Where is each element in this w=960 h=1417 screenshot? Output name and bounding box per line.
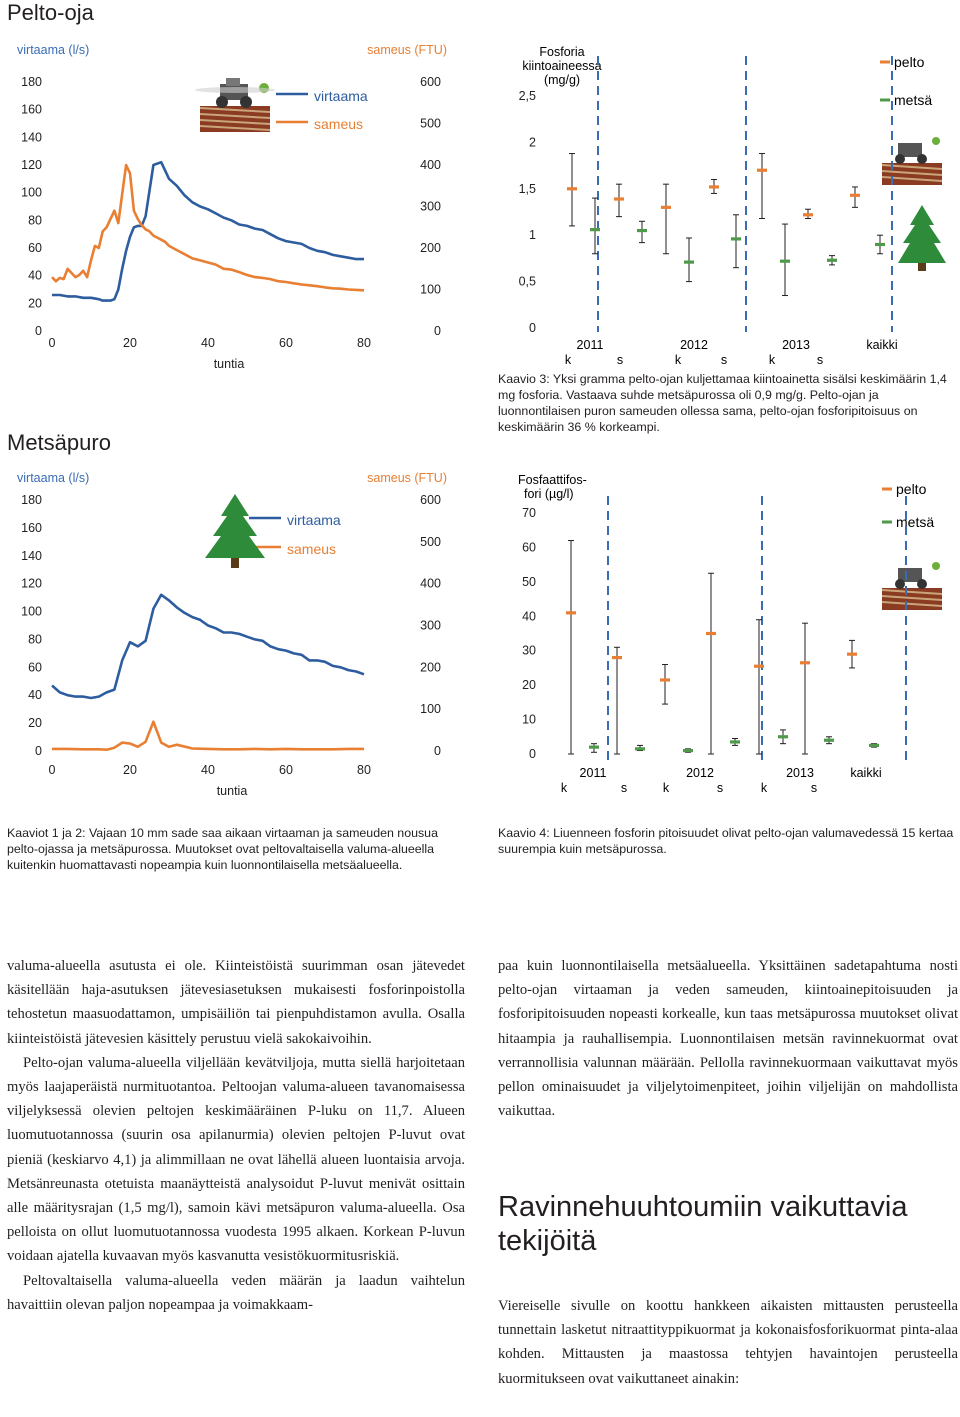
legend-metsa-label: metsä	[896, 514, 935, 530]
spruce-tree-icon	[898, 205, 946, 271]
article-right-column-lower	[498, 1294, 958, 1391]
sub-label: k	[760, 781, 768, 795]
y-right-tick-label: 300	[420, 618, 441, 633]
y-left-tick-label: 180	[21, 75, 42, 89]
article-left-column	[7, 954, 465, 1317]
chart-fosfaattifosfori	[490, 468, 960, 808]
sub-label: s	[816, 353, 824, 367]
sub-label: k	[662, 781, 670, 795]
x-tick-label: 80	[357, 763, 371, 777]
y-right-tick-label: 0	[434, 324, 441, 338]
chart-pelto-oja-flow-turbidity	[0, 40, 470, 380]
legend	[880, 54, 932, 108]
group-label: 2012	[680, 338, 708, 352]
paragraph: Pelto-ojan valuma-alueella viljellään kevätviljoja, mutta siellä harjoitetaan myös laajaperäistä nurmituotantoa. Peltoojan valuma-alueen tavanomaisessa viljelyksessä olevien peltojen keskimääräinen P-luku on 11,7. Alueen luomutuotannossa (suurin osa apilanurmia) olevien peltojen P-luvut ovat pieniä (keskiarvo 4,1) ja alimmillaan ne ovat lähellä alueen luontaisia arvoja. Metsänreunasta otetuista maanäytteistä analysoidut P-luvut menivät osittain alle määritysrajan (1,5 mg/l), samoin kävi metsäpuron valuma-alueella. Osa pelloista on ollut luomutuotannossa vuodesta 1995 alkaen. Korkean P-luvun voidaan ajatella kuvaavan myös kasvanutta vesistökuormitusriskiä.	[7, 1054, 465, 1265]
series-line-virtaama	[52, 595, 364, 698]
caption-kaavio-4: Kaavio 4: Liuenneen fosforin pitoisuudet olivat pelto-ojan valumavedessä 15 kertaa suurempia kuin metsäpurossa.	[498, 826, 954, 856]
x-axis-label: tuntia	[213, 357, 245, 371]
legend-pelto-label: pelto	[894, 54, 925, 70]
y-tick-label: 0,5	[518, 274, 536, 289]
y-right-tick-label: 600	[420, 493, 441, 507]
group-label: 2013	[782, 338, 810, 352]
y-left-axis-label: virtaama (l/s)	[17, 471, 90, 485]
y-right-tick-label: 500	[420, 116, 441, 131]
sub-label: s	[616, 353, 624, 367]
y-right-axis-label: sameus (FTU)	[367, 471, 447, 485]
y-tick-label: 1	[529, 228, 536, 243]
legend-sameus-label: sameus	[314, 116, 364, 132]
legend-virtaama-label: virtaama	[287, 512, 341, 528]
sub-label: k	[560, 781, 568, 795]
legend	[882, 481, 934, 530]
paragraph: Peltovaltaisella valuma-alueella veden määrän ja laadun vaihtelun havaittiin olevan paljon nopeampaa ja voimakkaam-	[7, 1272, 465, 1313]
x-tick-label: 80	[357, 336, 371, 350]
y-left-tick-label: 120	[21, 576, 42, 591]
legend-metsa-label: metsä	[894, 92, 933, 108]
paragraph: Viereiselle sivulle on koottu hankkeen aikaisten mittausten perusteella tunnettain lasketut nitraattityppikuormat ja kokonaisfosforikuormat pinta-alaa kohden. Mittausten ja maastossa tehtyjen havaintojen perusteella kuormitukseen ovat vaikuttaneet ainakin:	[498, 1298, 958, 1387]
y-right-tick-label: 300	[420, 199, 441, 214]
x-tick-label: 20	[123, 763, 137, 777]
chart-fosfori-kiintoaineessa	[490, 40, 960, 370]
y-tick-label: 0	[529, 747, 536, 761]
y-tick-label: 2	[529, 135, 536, 150]
sub-label: s	[716, 781, 724, 795]
legend-pelto-label: pelto	[896, 481, 927, 497]
section-heading-ravinnehuuhtoumiin: Ravinnehuuhtoumiin vaikuttavia tekijöitä	[498, 1191, 908, 1257]
x-tick-label: 20	[123, 336, 137, 350]
y-left-tick-label: 80	[28, 213, 42, 228]
y-left-tick-label: 140	[21, 548, 42, 563]
group-label: kaikki	[850, 766, 882, 780]
group-label: 2011	[576, 338, 604, 352]
y-tick-label: 2,5	[518, 89, 536, 103]
y-left-tick-label: 180	[21, 493, 42, 507]
group-label: 2012	[686, 766, 714, 780]
caption-kaavio-3: Kaavio 3: Yksi gramma pelto-ojan kuljettamaa kiintoainetta sisälsi keskimäärin 1,4 mg fosforia. Vastaava suhde metsäpurossa oli 0,9 mg/g. Pelto-ojan ja luonnontilaisen puron sameuden ollessa sama, pelto-ojan fosforipitoisuus on keskimäärin 36 % korkeampi.	[498, 372, 947, 434]
y-tick-label: 20	[522, 678, 536, 693]
group-label: kaikki	[866, 338, 898, 352]
y-left-tick-label: 0	[35, 744, 42, 758]
y-right-tick-label: 500	[420, 534, 441, 549]
y-tick-label: 70	[522, 506, 536, 520]
y-right-tick-label: 400	[420, 158, 441, 172]
spruce-tree-icon	[205, 494, 265, 568]
legend-virtaama-label: virtaama	[314, 88, 368, 104]
y-tick-label: 40	[522, 609, 536, 624]
x-tick-label: 0	[48, 336, 56, 350]
y-left-tick-label: 60	[28, 660, 42, 675]
y-left-tick-label: 60	[28, 241, 42, 255]
y-right-tick-label: 600	[420, 75, 441, 89]
y-left-tick-label: 100	[21, 185, 42, 200]
x-tick-label: 60	[279, 763, 293, 777]
caption-kaaviot-1-2: Kaaviot 1 ja 2: Vajaan 10 mm sade saa aikaan virtaaman ja sameuden nousua pelto-ojassa ja metsäpurossa. Muutokset ovat peltovaltaisella valuma-alueella kuitenkin huomattavasti nopeampia kuin luonnontilaisella metsäalueella.	[7, 826, 438, 872]
y-tick-label: 60	[522, 540, 536, 555]
y-right-tick-label: 100	[420, 282, 441, 297]
y-left-tick-label: 120	[21, 158, 42, 172]
tractor-icon	[882, 562, 942, 610]
sub-label: k	[564, 353, 572, 367]
x-tick-label: 40	[201, 336, 215, 350]
x-tick-label: 0	[48, 763, 56, 777]
y-tick-label: 10	[522, 712, 536, 727]
y-tick-label: 50	[522, 574, 536, 589]
paragraph: paa kuin luonnontilaisella metsäalueella. Yksittäinen sadetapahtuma nosti pelto-ojan virtaaman ja veden sameuden, kiintoainepitoisuuden ja fosforipitoisuuden nopeasti korkealle, kun taas metsäpurossa muutokset olivat hitaampia ja rauhallisempia. Luonnontilaisen metsän ravinnekuormat ovat verrannollisia valunnan määrään. Pellolla ravinnekuormaan vaikuttavat myös pellon ominaisuudet ja viljelytoimenpiteet, joihin viljelijän on mahdollista vaikuttaa.	[498, 958, 958, 1120]
y-left-tick-label: 100	[21, 604, 42, 619]
legend-sameus-label: sameus	[287, 541, 337, 557]
sub-label: s	[810, 781, 818, 795]
y-tick-label: 30	[522, 643, 536, 658]
tractor-icon	[195, 78, 275, 132]
y-left-axis-label: virtaama (l/s)	[17, 43, 90, 57]
y-left-tick-label: 160	[21, 520, 42, 535]
legend	[249, 512, 341, 557]
group-label: 2011	[579, 766, 607, 780]
y-tick-label: 0	[529, 321, 536, 335]
y-left-tick-label: 80	[28, 632, 42, 647]
chart-metsapuro-flow-turbidity	[0, 468, 470, 808]
y-axis-label-line1: Fosforia	[539, 45, 585, 59]
paragraph: valuma-alueella asutusta ei ole. Kiinteistöistä suurimman osan jätevedet käsitellään haja-asutuksen jätevesiasetuksen mukaisesti fosforinpoistolla tehostetun maasuodattamon, umpisäiliön tai pienpuhdistamon avulla. Osalla kiinteistöistä jätevesien käsittely perustuu vielä sakokaivoihin.	[7, 958, 465, 1047]
y-right-tick-label: 0	[434, 744, 441, 758]
sub-label: s	[620, 781, 628, 795]
y-left-tick-label: 0	[35, 324, 42, 338]
x-tick-label: 40	[201, 763, 215, 777]
series-line-sameus	[52, 722, 364, 750]
y-left-tick-label: 160	[21, 102, 42, 117]
y-left-tick-label: 40	[28, 268, 42, 283]
sub-label: s	[720, 353, 728, 367]
section-heading-metsapuro: Metsäpuro	[7, 430, 111, 455]
legend	[276, 88, 368, 132]
y-right-tick-label: 200	[420, 241, 441, 255]
y-left-tick-label: 20	[28, 296, 42, 311]
y-axis-label-line3: (mg/g)	[543, 73, 581, 87]
y-tick-label: 1,5	[518, 181, 536, 196]
group-label: 2013	[786, 766, 814, 780]
y-axis-label-line2: fori (µg/l)	[524, 487, 574, 501]
sub-label: k	[674, 353, 682, 367]
series-line-virtaama	[52, 162, 364, 300]
x-tick-label: 60	[279, 336, 293, 350]
y-axis-label-line2: kiintoaineessa	[522, 59, 602, 73]
y-right-axis-label: sameus (FTU)	[367, 43, 447, 57]
y-left-tick-label: 40	[28, 688, 42, 703]
sub-label: k	[768, 353, 776, 367]
y-right-tick-label: 400	[420, 576, 441, 591]
y-right-tick-label: 200	[420, 660, 441, 675]
article-right-column	[498, 954, 958, 1123]
section-heading-pelto-oja: Pelto-oja	[7, 0, 94, 25]
y-axis-label-line1: Fosfaattifos-	[518, 473, 587, 487]
y-left-tick-label: 140	[21, 130, 42, 145]
series-line-sameus	[52, 165, 364, 290]
y-right-tick-label: 100	[420, 702, 441, 717]
y-left-tick-label: 20	[28, 716, 42, 731]
x-axis-label: tuntia	[216, 784, 248, 798]
